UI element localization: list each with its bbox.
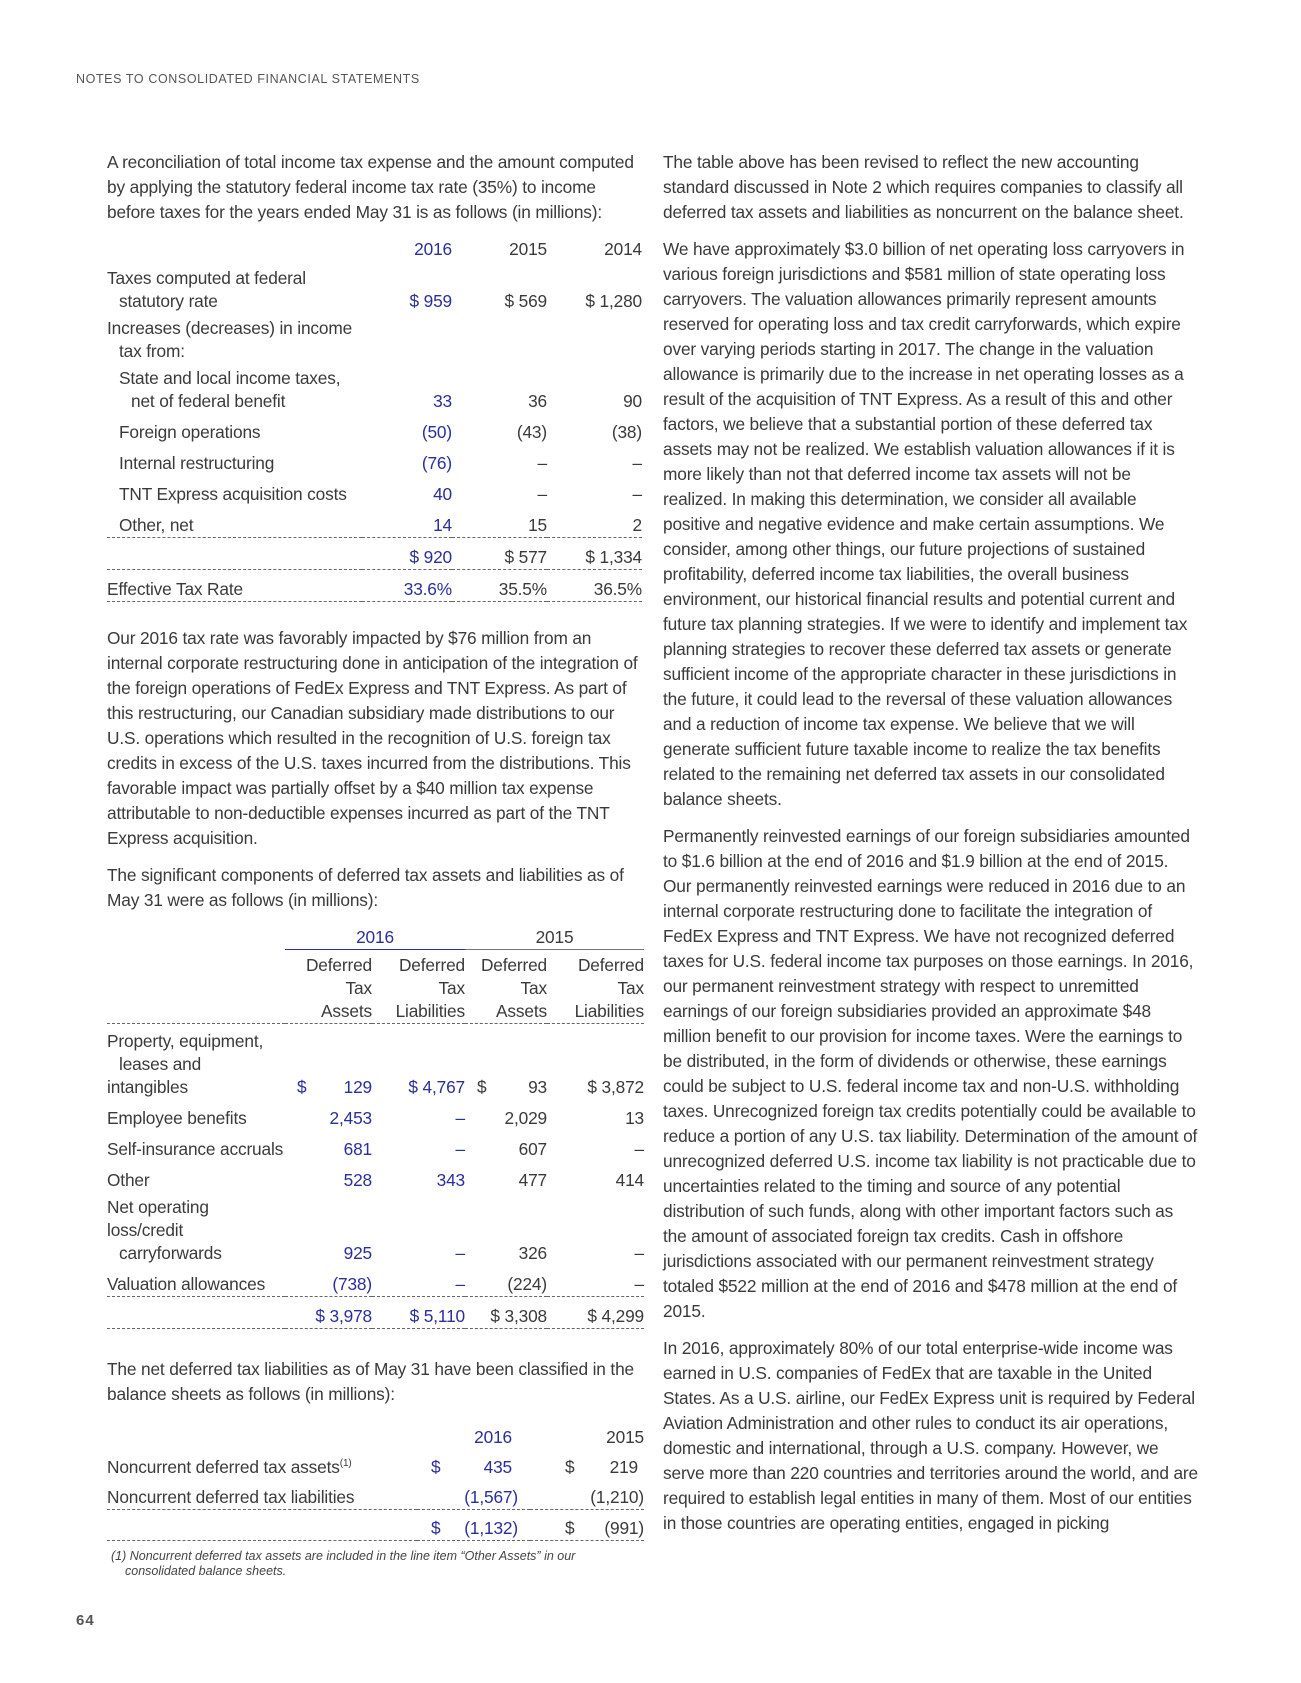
cell: (76) — [421, 453, 452, 473]
table-row — [107, 313, 642, 363]
cell: 15 — [528, 515, 547, 535]
row-label: Taxes computed at federal — [107, 268, 306, 288]
paragraph: In 2016, approximately 80% of our total enterprise-wide income was earned in U.S. companies of FedEx that are taxable in the United States. As a U.S. airline, our FedEx Express unit is required by Federal Aviation Administration and other rules to conduct its air operations, domestic and international, through a U.S. company. However, we serve more than 220 countries and territories around the world, and are required to establish legal entities in many of them. Most of our entities in those countries are operating entities, engaged in picking — [663, 1338, 1198, 1533]
row-label: Net operating loss/credit — [107, 1197, 209, 1240]
cell: 414 — [615, 1170, 644, 1190]
cell: 607 — [518, 1139, 547, 1159]
footnote — [107, 1549, 611, 1579]
cell: 33.6% — [362, 570, 452, 602]
cell: $ 3,872 — [547, 1024, 644, 1100]
total-cell: (1,132) — [464, 1518, 518, 1538]
col-header: Tax — [617, 978, 644, 998]
row-label: Noncurrent deferred tax liabilities — [107, 1487, 355, 1507]
cell: – — [537, 453, 547, 473]
total-cell: $ 3,308 — [465, 1297, 547, 1329]
table-row — [107, 363, 642, 413]
total-row — [107, 1510, 644, 1541]
cell: 129 — [343, 1077, 372, 1097]
col-header: Tax — [345, 978, 372, 998]
table-row — [107, 1161, 644, 1192]
total-cell: $ 5,110 — [372, 1297, 465, 1329]
deferred-tax-table — [107, 925, 644, 1329]
cell: 36 — [528, 391, 547, 411]
col-header: Liabilities — [574, 1001, 644, 1021]
cell: 2,453 — [329, 1108, 372, 1128]
footnote-line: consolidated balance sheets. — [125, 1564, 287, 1578]
col-header: Assets — [321, 1001, 372, 1021]
cell: 2 — [632, 515, 642, 535]
year-2016: 2016 — [474, 1427, 512, 1447]
footnote-marker: (1) — [339, 1458, 352, 1470]
row-label: Self-insurance accruals — [107, 1139, 284, 1159]
col-header: Deferred — [398, 955, 465, 975]
row-label: Employee benefits — [107, 1108, 247, 1128]
left-column — [107, 150, 642, 1579]
paragraph: We have approximately $3.0 billion of net operating loss carryovers in various foreign jurisdictions and $581 million of state operating loss carryovers. The valuation allowances primarily represent amounts reserved for operating loss and tax credit carryforwards, which expire over varying periods starting in 2017. The change in the valuation allowance is primarily due to the increase in net operating losses as a result of the acquisition of TNT Express. As a result of this and other factors, we believe that a substantial portion of these deferred tax assets may not be realized. We establish valuation allowances if it is more likely than not that deferred income tax assets will not be realized. In making this determination, we consider all available positive and negative evidence and make certain assumptions. We consider, among other things, our future projections of sustained profitability, deferred income tax liabilities, the overall business environment, our historical financial results and potential current and future tax planning strategies. If we were to identify and implement tax planning strategies to recover these deferred tax assets or generate sufficient income of the appropriate character in these jurisdictions in the future, it could lead to the reversal of these valuation allowances and a reduction of income tax expense. We believe that we will generate sufficient future taxable income to realize the tax benefits related to the remaining net deferred tax assets in our consolidated balance sheets. — [663, 239, 1188, 809]
right-column — [663, 150, 1198, 1548]
paragraph: The table above has been revised to reflect the new accounting standard discussed in Note 2 which requires companies to classify all deferred tax assets and liabilities as noncurrent on the balance sheet. — [663, 152, 1184, 222]
table-row — [107, 506, 642, 538]
row-label: carryforwards — [119, 1243, 222, 1263]
total-cell: (991) — [604, 1518, 644, 1538]
cell: – — [634, 1243, 644, 1263]
cell: – — [634, 1274, 644, 1294]
cell: 477 — [518, 1170, 547, 1190]
cell: 14 — [433, 515, 452, 535]
table-row — [107, 1024, 644, 1100]
row-label: Internal restructuring — [119, 453, 275, 473]
year-2016: 2016 — [414, 239, 452, 259]
components-intro: The significant components of deferred tax assets and liabilities as of May 31 were as follows (in millions): — [107, 865, 624, 910]
col-header: Tax — [520, 978, 547, 998]
row-label: Other, net — [119, 515, 194, 535]
cell: (224) — [507, 1274, 547, 1294]
tax-rate-paragraph: Our 2016 tax rate was favorably impacted by $76 million from an internal corporate restructuring done in anticipation of the integration of the foreign operations of FedEx Express and TNT Express. As part of this restructuring, our Canadian subsidiary made distributions to our U.S. operations which resulted in the recognition of U.S. foreign tax credits in excess of the U.S. taxes incurred from the distributions. This favorable impact was partially offset by a $40 million tax expense attributable to non-deductible expenses incurred as part of the TNT Express acquisition. — [107, 628, 638, 848]
cell: 925 — [343, 1243, 372, 1263]
currency-symbol: $ — [477, 1077, 487, 1097]
currency-symbol: $ — [565, 1457, 575, 1477]
table-row — [107, 444, 642, 475]
cell: 681 — [343, 1139, 372, 1159]
cell: 219 — [609, 1457, 638, 1477]
cell: (1,567) — [464, 1487, 518, 1507]
effective-tax-rate-row — [107, 570, 642, 602]
year-2014: 2014 — [604, 239, 642, 259]
year-2015: 2015 — [465, 925, 644, 950]
cell: (1,210) — [590, 1487, 644, 1507]
cell: – — [537, 484, 547, 504]
table-row — [107, 1265, 644, 1297]
row-label: TNT Express acquisition costs — [119, 484, 347, 504]
row-label: Effective Tax Rate — [107, 570, 362, 602]
cell: 93 — [528, 1077, 547, 1097]
total-cell: $ 3,978 — [285, 1297, 372, 1329]
cell: – — [455, 1108, 465, 1128]
col-header: Deferred — [480, 955, 547, 975]
row-label: Other — [107, 1170, 150, 1190]
cell: 435 — [483, 1457, 512, 1477]
row-label: leases and intangibles — [107, 1054, 202, 1097]
total-row — [107, 1297, 644, 1329]
currency-symbol: $ — [565, 1518, 575, 1538]
page-header: NOTES TO CONSOLIDATED FINANCIAL STATEMENTS — [76, 72, 420, 86]
table-header-row — [107, 237, 642, 261]
net-deferred-intro: The net deferred tax liabilities as of May 31 have been classified in the balance sheets as follows (in millions): — [107, 1359, 634, 1404]
cell: – — [632, 453, 642, 473]
year-header-row — [107, 925, 644, 950]
cell: – — [455, 1274, 465, 1294]
page-number: 64 — [76, 1612, 95, 1629]
cell: 90 — [623, 391, 642, 411]
cell: $ 1,280 — [585, 291, 642, 311]
col-header: Tax — [438, 978, 465, 998]
cell: 13 — [625, 1108, 644, 1128]
row-label: statutory rate — [119, 291, 218, 311]
row-label: net of federal benefit — [131, 391, 286, 411]
cell: $ 959 — [409, 291, 452, 311]
cell: (43) — [516, 422, 547, 442]
cell: 35.5% — [452, 570, 547, 602]
reconciliation-intro: A reconciliation of total income tax expense and the amount computed by applying the statutory federal income tax rate (35%) to income before taxes for the years ended May 31 is as follows (in millions): — [107, 152, 634, 222]
row-label: Foreign operations — [119, 422, 261, 442]
cell: (50) — [421, 422, 452, 442]
table-row — [107, 1449, 644, 1479]
paragraph: Permanently reinvested earnings of our foreign subsidiaries amounted to $1.6 billion at the end of 2016 and $1.9 billion at the end of 2015. Our permanently reinvested earnings were reduced in 2016 due to an internal corporate restructuring done to facilitate the integration of FedEx Express and TNT Express. We have not recognized deferred taxes for U.S. federal income tax purposes on those earnings. In 2016, our permanent reinvestment strategy with respect to unremitted earnings of our foreign subsidiaries provided an approximate $48 million benefit to our provision for income taxes. Were the earnings to be distributed, in the form of dividends or otherwise, these earnings could be subject to U.S. federal income tax and non-U.S. withholding taxes. Unrecognized foreign tax credits potentially could be available to reduce a portion of any U.S. tax liability. Determination of the amount of unrecognized deferred U.S. income tax liability is not practicable due to uncertainties related to the timing and source of any potential distribution of such funds, along with other important factors such as the amount of associated foreign tax credits. Cash in offshore jurisdictions associated with our permanent reinvestment strategy totaled $522 million at the end of 2016 and $478 million at the end of 2015. — [663, 826, 1198, 1321]
cell: – — [455, 1243, 465, 1263]
year-2016: 2016 — [285, 925, 465, 950]
table-row — [107, 261, 642, 313]
cell: – — [632, 484, 642, 504]
row-label: Increases (decreases) in income — [107, 318, 353, 338]
col-header: Assets — [496, 1001, 547, 1021]
total-row — [107, 538, 642, 570]
row-label: Property, equipment, — [107, 1031, 264, 1051]
currency-symbol: $ — [297, 1077, 307, 1097]
total-cell: $ 4,299 — [547, 1297, 644, 1329]
col-header: Liabilities — [395, 1001, 465, 1021]
col-header: Deferred — [577, 955, 644, 975]
table-row — [107, 1099, 644, 1130]
cell: (38) — [611, 422, 642, 442]
cell: $ 569 — [504, 291, 547, 311]
total-cell: $ 920 — [362, 538, 452, 570]
table-row — [107, 1130, 644, 1161]
cell: – — [634, 1139, 644, 1159]
year-header-row — [107, 1419, 644, 1449]
cell: 326 — [518, 1243, 547, 1263]
table-row — [107, 413, 642, 444]
cell: 343 — [436, 1170, 465, 1190]
column-header-row — [107, 950, 644, 1024]
cell: $ 4,767 — [372, 1024, 465, 1100]
total-cell: $ 577 — [452, 538, 547, 570]
cell: – — [455, 1139, 465, 1159]
row-label: Valuation allowances — [107, 1274, 266, 1294]
cell: 2,029 — [504, 1108, 547, 1128]
table-row — [107, 475, 642, 506]
col-header: Deferred — [305, 955, 372, 975]
row-label: tax from: — [119, 341, 185, 361]
tax-reconciliation-table — [107, 237, 642, 602]
cell: (738) — [332, 1274, 372, 1294]
total-cell: $ 1,334 — [547, 538, 642, 570]
cell: 528 — [343, 1170, 372, 1190]
cell: 33 — [433, 391, 452, 411]
net-deferred-table — [107, 1419, 644, 1541]
table-row — [107, 1479, 644, 1510]
footnote-line: (1) Noncurrent deferred tax assets are included in the line item “Other Assets” in our — [111, 1549, 576, 1563]
table-row — [107, 1192, 644, 1265]
currency-symbol: $ — [431, 1518, 441, 1538]
year-2015: 2015 — [509, 239, 547, 259]
cell: 36.5% — [547, 570, 642, 602]
currency-symbol: $ — [431, 1457, 441, 1477]
year-2015: 2015 — [606, 1427, 644, 1447]
cell: 40 — [433, 484, 452, 504]
row-label: Noncurrent deferred tax assets — [107, 1457, 340, 1477]
row-label: State and local income taxes, — [119, 368, 341, 388]
